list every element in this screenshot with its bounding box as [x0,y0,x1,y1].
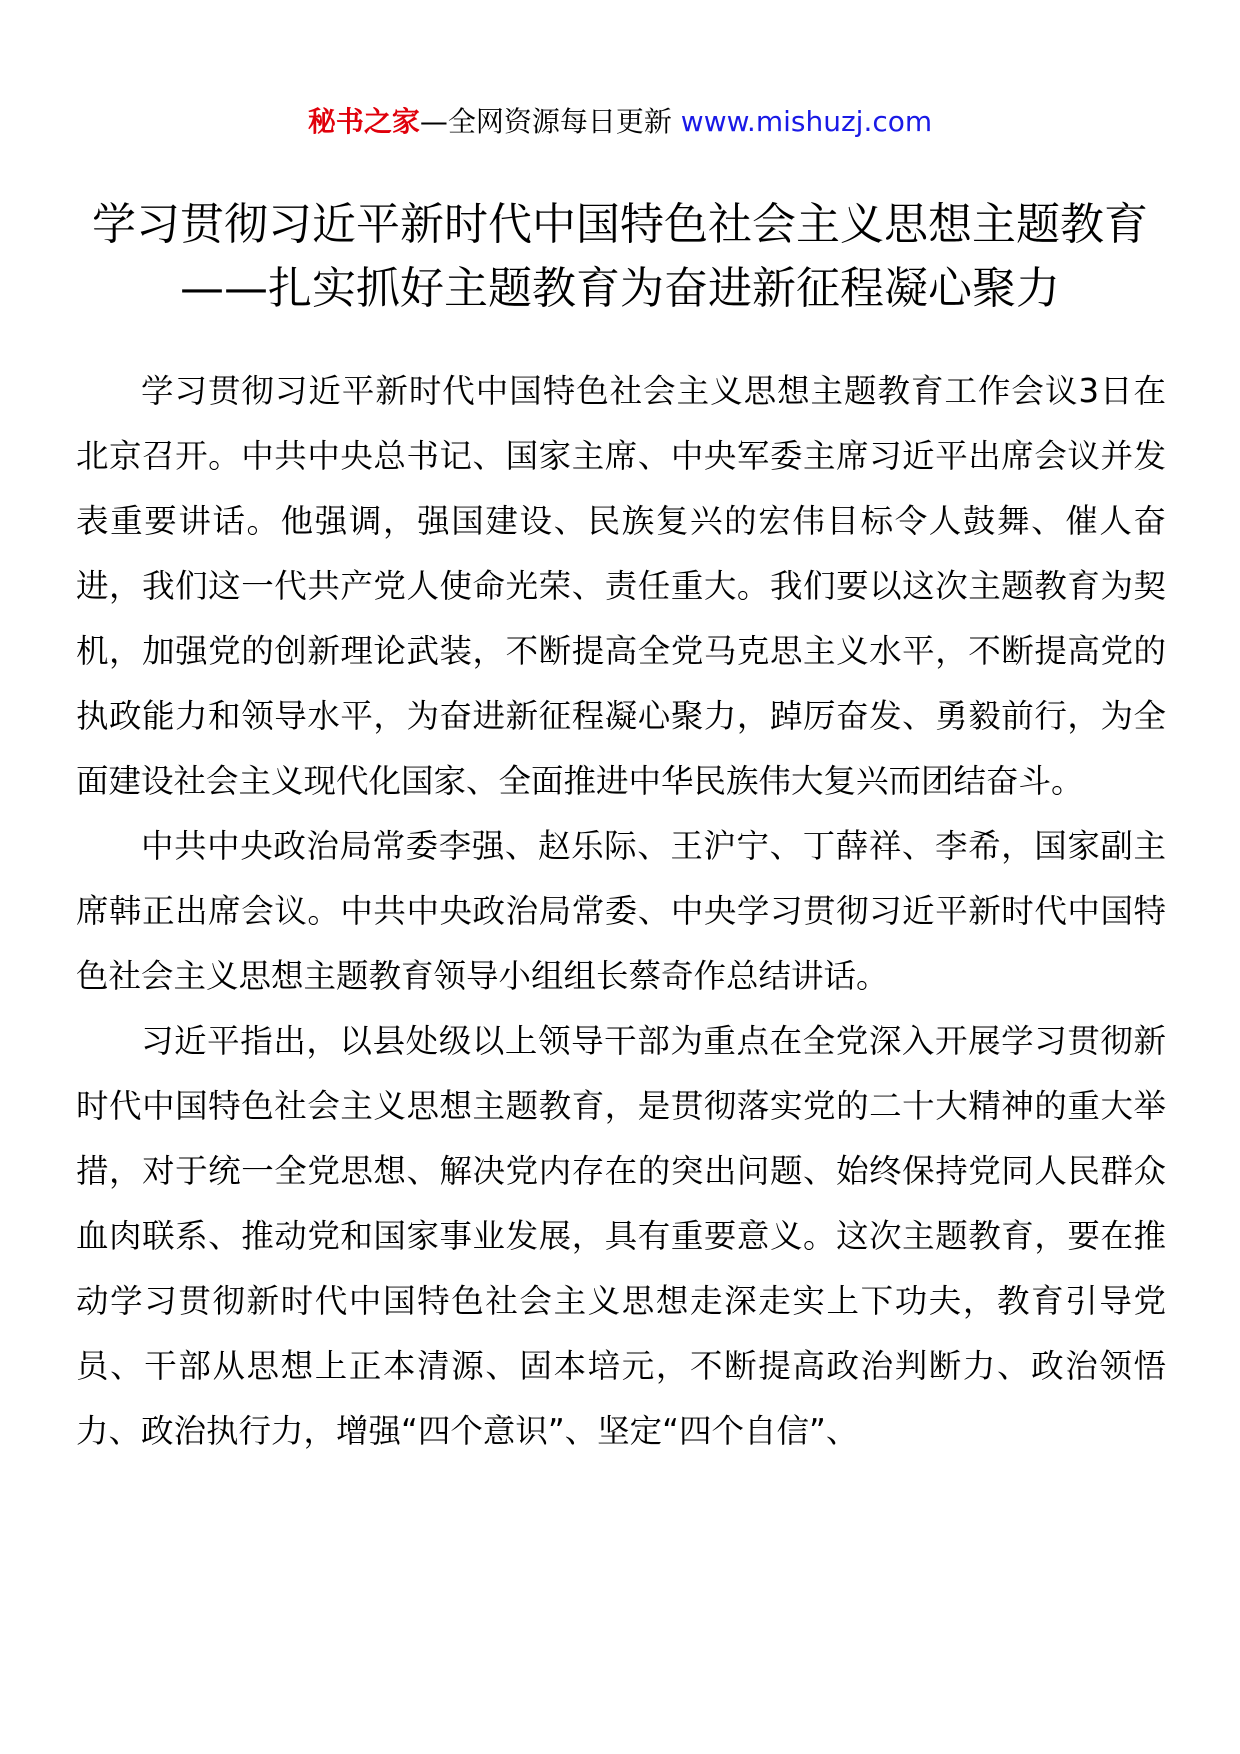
document-title: 学习贯彻习近平新时代中国特色社会主义思想主题教育——扎实抓好主题教育为奋进新征程凝心聚力 [92,199,1148,314]
paragraph-3: 习近平指出，以县处级以上领导干部为重点在全党深入开展学习贯彻新时代中国特色社会主义思想主题教育，是贯彻落实党的二十大精神的重大举措，对于统一全党思想、解决党内存在的突出问题、始终保持党同人民群众血肉联系、推动党和国家事业发展，具有重要意义。这次主题教育，要在推动学习贯彻新时代中国特色社会主义思想走深走实上下功夫，教育引导党员、干部从思想上正本清源、固本培元，不断提高政治判断力、政治领悟力、政治执行力，增强“四个意识”、坚定“四个自信”、 [76,1022,1166,1450]
site-header [0,102,1240,142]
site-url-link[interactable]: www.mishuzj.com [680,105,933,138]
header-slogan: —全网资源每日更新 [419,105,672,138]
paragraph-2: 中共中央政治局常委李强、赵乐际、王沪宁、丁薛祥、李希，国家副主席韩正出席会议。中共中央政治局常委、中央学习贯彻习近平新时代中国特色社会主义思想主题教育领导小组组长蔡奇作总结讲话。 [76,827,1166,995]
brand-name: 秘书之家 [307,105,420,138]
document-body [76,359,1166,1464]
paragraph-1: 学习贯彻习近平新时代中国特色社会主义思想主题教育工作会议3日在北京召开。中共中央总书记、国家主席、中央军委主席习近平出席会议并发表重要讲话。他强调，强国建设、民族复兴的宏伟目标令人鼓舞、催人奋进，我们这一代共产党人使命光荣、责任重大。我们要以这次主题教育为契机，加强党的创新理论武装，不断提高全党马克思主义水平，不断提高党的执政能力和领导水平，为奋进新征程凝心聚力，踔厉奋发、勇毅前行，为全面建设社会主义现代化国家、全面推进中华民族伟大复兴而团结奋斗。 [76,372,1166,800]
